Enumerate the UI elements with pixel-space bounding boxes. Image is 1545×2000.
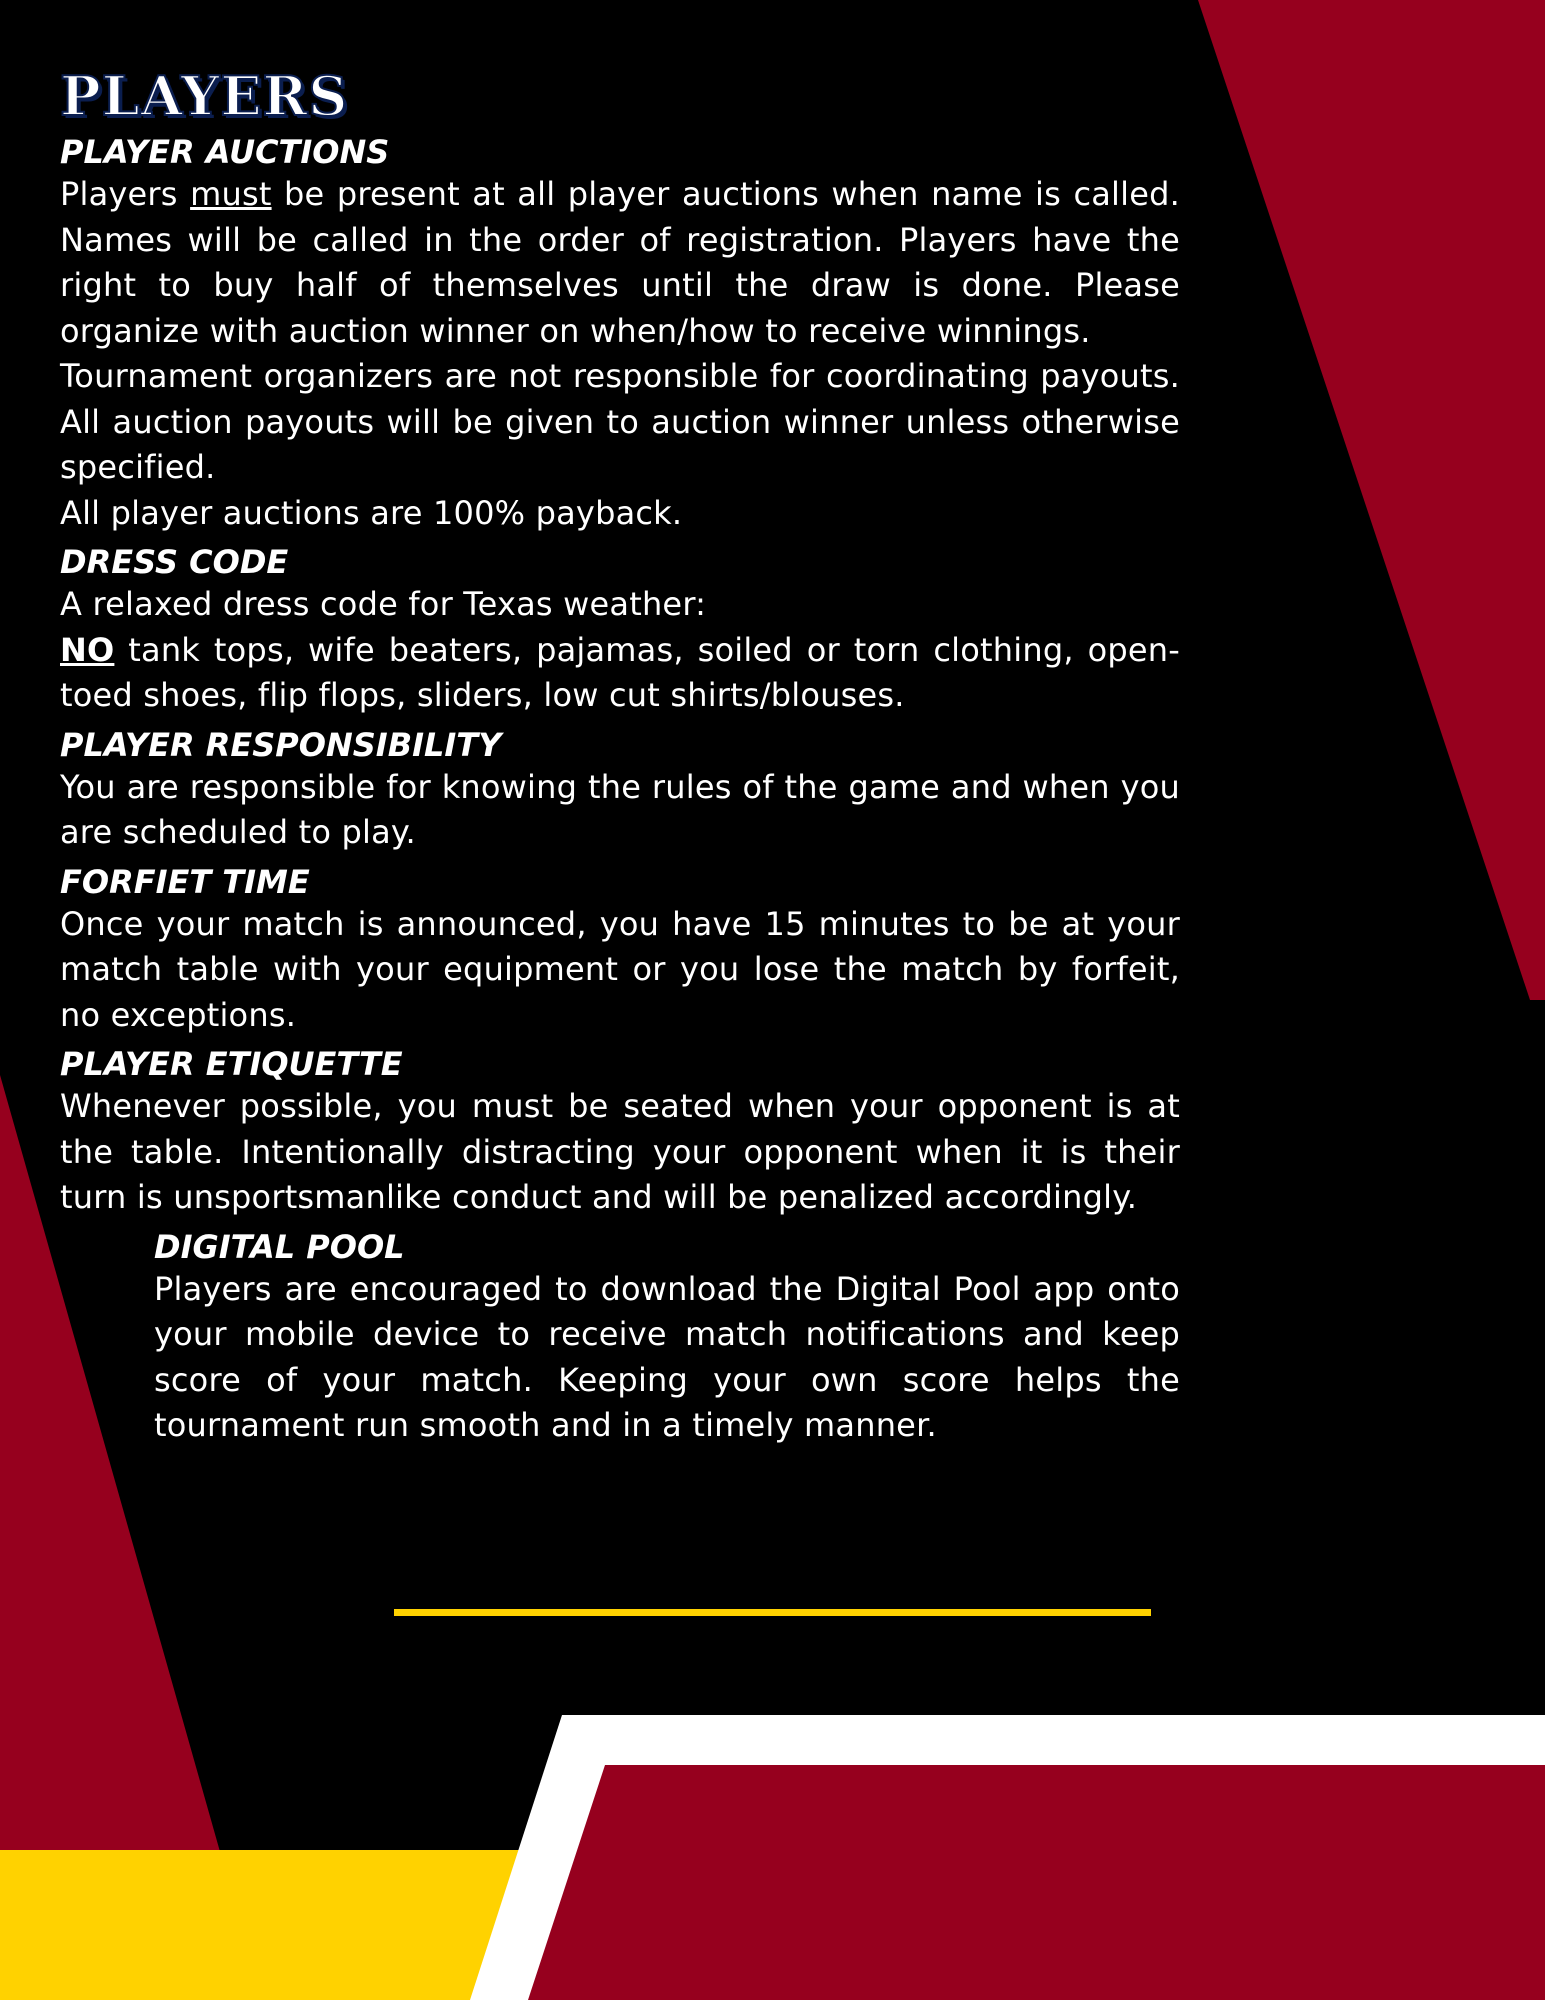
heading-dress-code: DRESS CODE: [60, 543, 289, 581]
paragraph-forfeit-1: Once your match is announced, you have 15 minutes to be at your match table with your equipment or you lose the match by forfeit, no exceptions.: [60, 904, 1180, 1034]
bottom-right-red-block: [528, 1765, 1545, 2000]
text-span: be present at all player auctions when name is called. Names will be called in the order of registration. Players have the right to buy half of themselves until the draw is done. Please organize with auction winner on when/how to receive winnings.: [60, 175, 1181, 350]
body-digital-pool: [154, 1267, 1180, 1449]
paragraph-dress-1: A relaxed dress code for Texas weather:: [60, 585, 707, 623]
underlined-must: must: [190, 175, 272, 213]
paragraph-auctions-2: Tournament organizers are not responsible for coordinating payouts. All auction payouts will be given to auction winner unless otherwise specified.: [60, 357, 1180, 486]
heading-forfeit-time: FORFIET TIME: [60, 862, 310, 901]
section-player-etiquette: [60, 1044, 1180, 1221]
body-player-responsibility: [60, 765, 1180, 856]
paragraph-responsibility-1: You are responsible for knowing the rules of the game and when you are scheduled to play.: [60, 767, 1180, 851]
section-player-auctions: [60, 132, 1180, 536]
paragraph-auctions-1: [60, 172, 1180, 354]
paragraph-auctions-3: All player auctions are 100% payback.: [60, 493, 683, 532]
body-dress-code: [60, 582, 1180, 719]
paragraph-digital-1: Players are encouraged to download the Digital Pool app onto your mobile device to receive match notifications and keep score of your match. Keeping your own score helps the tournament run smooth and in a timely manner.: [154, 1269, 1180, 1444]
body-forfeit-time: [60, 902, 1180, 1039]
heading-player-etiquette: PLAYER ETIQUETTE: [60, 1045, 403, 1083]
text-span: Players: [60, 175, 191, 213]
paragraph-dress-2: [60, 628, 1180, 719]
section-player-responsibility: [60, 725, 1180, 856]
page-title: PLAYERS: [60, 64, 349, 128]
body-player-auctions: [60, 172, 1180, 536]
heading-digital-pool: DIGITAL POOL: [154, 1227, 405, 1266]
document-content: [60, 64, 1181, 1455]
section-forfeit-time: [60, 862, 1180, 1039]
paragraph-etiquette-1: Whenever possible, you must be seated when your opponent is at the table. Intentionally distracting your opponent when it is their turn is unsportsmanlike conduct and will be penalized accordingly.: [60, 1087, 1180, 1216]
text-span: tank tops, wife beaters, pajamas, soiled or torn clothing, open-toed shoes, flip flops, sliders, low cut shirts/blouses.: [60, 630, 1180, 714]
heading-player-auctions: PLAYER AUCTIONS: [60, 133, 390, 171]
section-dress-code: [60, 542, 1180, 719]
section-digital-pool: [60, 1227, 1180, 1449]
yellow-divider-line: [394, 1609, 1151, 1616]
body-player-etiquette: [60, 1084, 1180, 1221]
heading-player-responsibility: PLAYER RESPONSIBILITY: [60, 725, 502, 764]
bold-no: NO: [60, 630, 115, 669]
